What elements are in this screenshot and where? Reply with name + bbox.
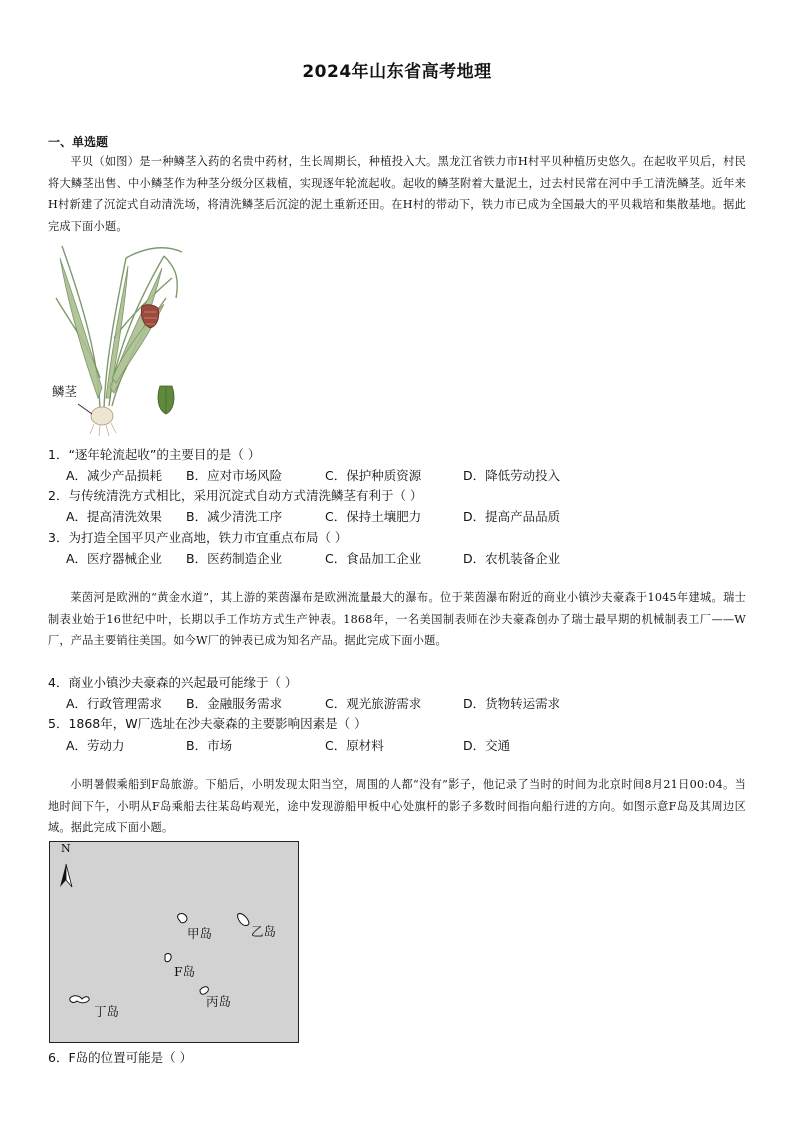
passage-3: 小明暑假乘船到F岛旅游。下船后，小明发现太阳当空，周围的人都“没有”影子，他记录了当时的时间为北京时间8月21日00:04。当地时间下午，小明从F岛乘船去往某岛屿观光，途中发现游船甲板中心处旗杆的影子多数时间指向船行进的方向。如图示意F岛及其周边区域。据此完成下面小题。: [48, 778, 746, 834]
question-3-option-a[interactable]: A．医疗器械企业: [66, 551, 163, 566]
island-yi-shape: [238, 914, 249, 926]
question-2-option-c[interactable]: C．保持土壤肥力: [325, 509, 422, 524]
question-5-stem: 5．1868年，W厂选址在沙夫豪森的主要影响因素是（ ）: [48, 716, 367, 731]
island-f-label: F岛: [174, 964, 196, 979]
question-2-option-a[interactable]: A．提高清洗效果: [66, 509, 163, 524]
island-jia-shape: [178, 914, 187, 923]
island-jia-label: 甲岛: [187, 926, 213, 941]
question-5-option-a[interactable]: A．劳动力: [66, 738, 125, 753]
fritillaria-figure: [54, 238, 194, 438]
island-map: [49, 841, 299, 1043]
island-ding-shape: [70, 996, 89, 1003]
question-2-option-d[interactable]: D．提高产品品质: [463, 509, 561, 524]
question-6-stem: 6．F岛的位置可能是（ ）: [48, 1050, 193, 1065]
question-3-option-b[interactable]: B．医药制造企业: [186, 551, 283, 566]
question-5-option-d[interactable]: D．交通: [463, 738, 511, 753]
question-3-option-d[interactable]: D．农机装备企业: [463, 551, 561, 566]
question-4-stem: 4．商业小镇沙夫豪森的兴起最可能缘于（ ）: [48, 675, 298, 690]
question-1-stem: 1．“逐年轮流起收”的主要目的是（ ）: [48, 447, 261, 462]
question-1-option-c[interactable]: C．保护种质资源: [325, 468, 422, 483]
question-5-option-b[interactable]: B．市场: [186, 738, 233, 753]
bulb-label: 鳞茎: [52, 384, 78, 399]
question-5-option-c[interactable]: C．原材料: [325, 738, 384, 753]
section-heading: 一、单选题: [48, 135, 109, 149]
question-3-stem: 3．为打造全国平贝产业高地，铁力市宜重点布局（ ）: [48, 530, 348, 545]
question-4-option-d[interactable]: D．货物转运需求: [463, 696, 561, 711]
question-2-stem: 2．与传统清洗方式相比，采用沉淀式自动方式清洗鳞茎有利于（ ）: [48, 488, 423, 503]
passage-1: 平贝（如图）是一种鳞茎入药的名贵中药材，生长周期长，种植投入大。黑龙江省铁力市H村平贝种植历史悠久。在起收平贝后，村民将大鳞茎出售、中小鳞茎作为种茎分级分区栽植，实现逐年轮流起收。起收的鳞茎附着大量泥土，过去村民常在河中手工清洗鳞茎。近年来H村新建了沉淀式自动清洗场，将清洗鳞茎后沉淀的泥土重新还田。在H村的带动下，铁力市已成为全国最大的平贝栽培和集散基地。据此完成下面小题。: [48, 155, 746, 233]
bulb-icon: [90, 407, 116, 436]
bulb-pointer-line: [78, 404, 92, 414]
seed-capsule-icon: [158, 386, 174, 414]
question-1-option-d[interactable]: D．降低劳动投入: [463, 468, 561, 483]
island-ding-label: 丁岛: [94, 1004, 120, 1019]
question-4-option-c[interactable]: C．观光旅游需求: [325, 696, 422, 711]
question-2-option-b[interactable]: B．减少清洗工序: [186, 509, 283, 524]
page-title: 2024年山东省高考地理: [302, 62, 492, 82]
island-bing-label: 丙岛: [206, 994, 232, 1009]
island-yi-label: 乙岛: [251, 924, 277, 939]
question-1-option-b[interactable]: B．应对市场风险: [186, 468, 283, 483]
north-arrow-icon: [60, 864, 72, 887]
question-3-option-c[interactable]: C．食品加工企业: [325, 551, 422, 566]
passage-2: 莱茵河是欧洲的“黄金水道”，其上游的莱茵瀑布是欧洲流量最大的瀑布。位于莱茵瀑布附近的商业小镇沙夫豪森于1045年建城。瑞士制表业始于16世纪中叶，长期以手工作坊方式生产钟表。1868年，一名美国制表师在沙夫豪森创办了瑞士最早期的机械制表工厂——W厂，产品主要销往美国。如今W厂的钟表已成为知名产品。据此完成下面小题。: [48, 591, 746, 647]
island-f-shape: [165, 954, 171, 962]
question-4-option-a[interactable]: A．行政管理需求: [66, 696, 163, 711]
question-4-option-b[interactable]: B．金融服务需求: [186, 696, 283, 711]
north-label: N: [61, 842, 71, 855]
question-1-option-a[interactable]: A．减少产品损耗: [66, 468, 163, 483]
